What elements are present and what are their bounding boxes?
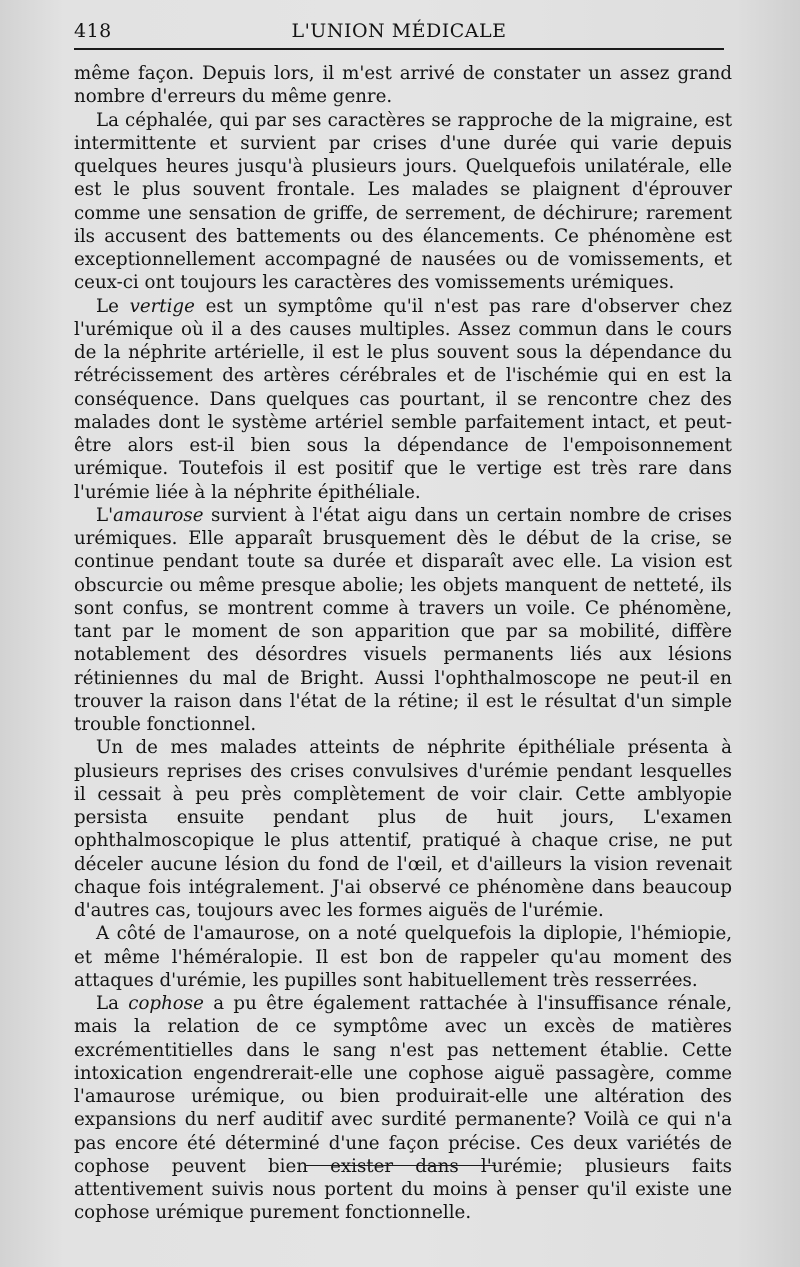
- paragraph-continued: même façon. Depuis lors, il m'est arrivé de constater un assez grand nombre d'erreurs du même genre.: [74, 63, 732, 108]
- body-text: [74, 62, 732, 1225]
- paragraph-diplopie: A côté de l'amaurose, on a noté quelquefois la diplopie, l'hémiopie, et même l'héméralopie. Il est bon de rappeler qu'au moment des attaques d'urémie, les pupilles sont habituellement très resserrées.: [74, 923, 732, 991]
- page-header: [74, 14, 724, 44]
- paragraph-vertige: Le vertige est un symptôme qu'il n'est pas rare d'observer chez l'urémique où il a des causes multiples. Assez commun dans le cours de la néphrite artérielle, il est le plus souvent sous la dépendance du rétrécissement des artères cérébrales et de l'ischémie qui en est la conséquence. Dans quelques cas pourtant, il se rencontre chez des malades dont le système artériel semble parfaitement intact, et peut-être alors est-il bien sous la dépendance de l'empoisonnement urémique. Toutefois il est positif que le vertige est très rare dans l'urémie liée à la néphrite épithéliale.: [74, 295, 732, 503]
- section-end-rule: [306, 1165, 496, 1166]
- paragraph-amaurose: L'amaurose survient à l'état aigu dans un certain nombre de crises urémiques. Elle apparaît brusquement dès le début de la crise, se continue pendant toute sa durée et disparaît avec elle. La vision est obscurcie ou même presque abolie; les objets manquent de netteté, ils sont confus, se montrent comme à travers un voile. Ce phénomène, tant par le moment de son apparition que par sa mobilité, diffère notablement des désordres visuels permanents liés aux lésions rétiniennes du mal de Bright. Aussi l'ophthalmoscope ne peut-il en trouver la raison dans l'état de la rétine; il est le résultat d'un simple trouble fonctionnel.: [74, 504, 732, 735]
- paragraph-case: Un de mes malades atteints de néphrite épithéliale présenta à plusieurs reprises des crises convulsives d'urémie pendant lesquelles il cessait à peu près complètement de voir clair. Cette amblyopie persista ensuite pendant plus de huit jours, L'examen ophthalmoscopique le plus attentif, pratiqué à chaque crise, ne put déceler aucune lésion du fond de l'œil, et d'ailleurs la vision revenait chaque fois intégralement. J'ai observé ce phénomène dans beaucoup d'autres cas, toujours avec les formes aiguës de l'urémie.: [74, 737, 732, 921]
- page-number: 418: [74, 20, 112, 42]
- paragraph-cephalee: La céphalée, qui par ses caractères se rapproche de la migraine, est intermittente et survient par crises d'une durée qui varie depuis quelques heures jusqu'à plusieurs jours. Quelquefois unilatérale, elle est le plus souvent frontale. Les malades se plaignent d'éprouver comme une sensation de griffe, de serrement, de déchirure; rarement ils accusent des battements ou des élancements. Ce phénomène est exceptionnellement accompagné de nausées ou de vomissements, et ceux-ci ont toujours les caractères des vomissements urémiques.: [74, 109, 732, 294]
- running-title: L'UNION MÉDICALE: [291, 20, 507, 42]
- paragraph-cophose: La cophose a pu être également rattachée à l'insuffisance rénale, mais la relation de ce symptôme avec un excès de matières excrémentitielles dans le sang n'est pas nettement établie. Cette intoxication engendrerait-elle une cophose aiguë passagère, comme l'amaurose urémique, ou bien produirait-elle une altération des expansions du nerf auditif avec surdité permanente? Voilà ce qui n'a pas encore été déterminé d'une façon précise. Ces deux variétés de cophose peuvent bien exister dans l'urémie; plusieurs faits attentivement suivis nous portent du moins à penser qu'il existe une cophose urémique purement fonctionnelle.: [74, 993, 732, 1224]
- term-cophose: cophose: [128, 993, 204, 1014]
- term-vertige: vertige: [129, 295, 195, 317]
- header-rule: [74, 48, 724, 50]
- term-amaurose: amaurose: [113, 504, 204, 526]
